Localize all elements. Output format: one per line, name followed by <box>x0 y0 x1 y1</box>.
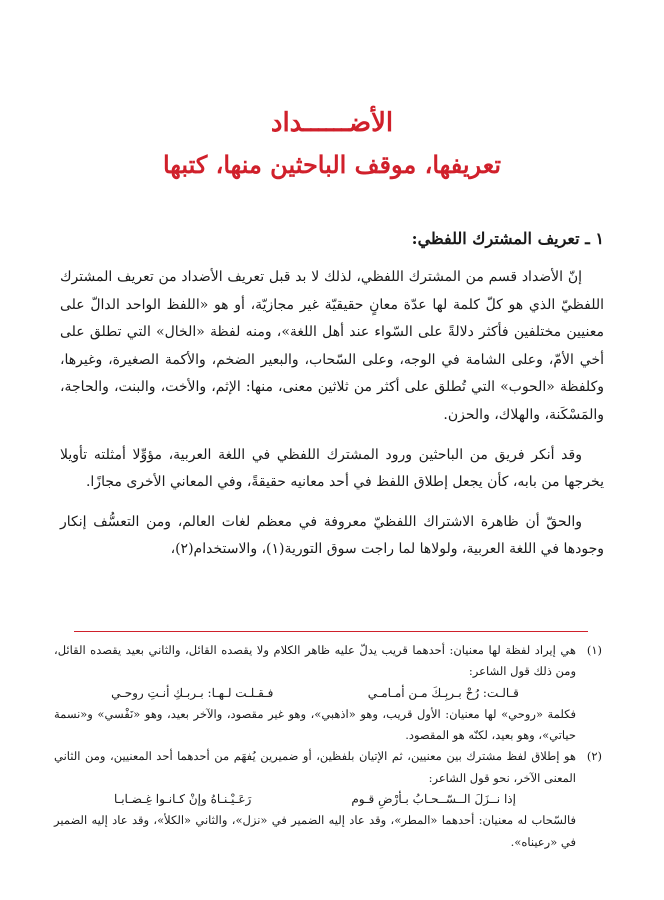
footnote-explanation: فالسّحاب له معنيان: أحدهما «المطر»، وقد عاد إليه الضمير في «نزل»، والثاني «الكلأ»، وقد عاد إليه الضمير في «رعيناه». <box>54 813 576 849</box>
paragraph-3: والحقّ أن ظاهرة الاشتراك اللفظيّ معروفة في معظم لغات العالم، ومن التعسُّف إنكار وجودها في اللغة العربية، ولولاها لما راجت سوق التورية(١)، والاستخدام(٢)، <box>60 513 604 558</box>
poem-verse <box>54 683 576 704</box>
page-title: الأضــــــداد <box>270 108 394 138</box>
page-subtitle: تعريفها، موقف الباحثين منها، كتبها <box>162 150 502 179</box>
footnote-number: (١) <box>586 643 602 657</box>
verse-second-hemistich: رَعَـيْـنـاهُ وإنْ كـانـوا غِـضـابـا <box>114 792 252 807</box>
verse-second-hemistich: فـقـلـت لـهـا: بـربـكِ أنـتِ روحـي <box>111 685 274 700</box>
footnote-1 <box>54 640 602 746</box>
footnote-2 <box>54 746 602 852</box>
section-heading: ١ ـ تعريف المشترك اللفظي: <box>411 229 604 248</box>
main-text <box>60 226 604 576</box>
poem-verse <box>54 789 576 810</box>
paragraph-1: إنّ الأضداد قسم من المشترك اللفظي، لذلك لا بد قبل تعريف الأضداد من تعريف المشترك اللفظيّ الذي هو كلّ كلمة لها عدّة معانٍ حقيقيّة غير مجازيّة، أو هو «اللفظ الواحد الدالّ على معنيين مختلفين فأكثر دلالةً على السّواء عند أهل اللغة»، ومنه لفظة «الخال» التي تطلق على أخي الأمّ، وعلى الشامة في الوجه، وعلى السّحاب، والبعير الضخم، والأكمة الصغيرة، وغيرها، وكلفظة «الحوب» التي تُطلق على أكثر من ثلاثين معنى، منها: الإثم، والأخت، والبنت، والحاجة، والمَسْكَنة، والهلاك، والحزن. <box>60 269 604 423</box>
footnotes <box>54 640 602 853</box>
paragraph-2: وقد أنكر فريق من الباحثين ورود المشترك اللفظي في اللغة العربية، مؤوِّلا أمثلته تأويلا يخرجها من بابه، كأن يجعل إطلاق اللفظ في أحد معانيه حقيقةً، وفي المعاني الأخرى مجازًا. <box>60 446 604 491</box>
verse-first-hemistich: إذا نــزَلَ الــسّــحـابُ بـأرْضِ قـوم <box>351 792 516 807</box>
footnote-number: (٢) <box>586 749 602 764</box>
footnote-text: هي إيراد لفظة لها معنيان: أحدهما قريب يدلّ عليه ظاهر الكلام ولا يقصده القائل، والثاني بعيد يقصده القائل، ومن ذلك قول الشاعر: <box>54 643 576 679</box>
verse-first-hemistich: قـالـت: رُحْ بـربِـكَ مـن أمـامـي <box>367 685 519 700</box>
footnote-explanation: فكلمة «روحي» لها معنيان: الأول قريب، وهو «اذهبي»، وهو غير مقصود، والآخر بعيد، وهو «نَفْسي» و«نسمة حياتي»، وهو بعيد، لكنّه هو المقصود. <box>54 706 576 743</box>
footnote-text: هو إطلاق لفظ مشترك بين معنيين، ثم الإتيان بلفظين، أو ضميرين يُفهَم من أحدهما أحد المعنيين، ومن الثاني المعنى الآخر، نحو قول الشاعر: <box>54 749 576 785</box>
footnote-divider <box>74 631 588 632</box>
